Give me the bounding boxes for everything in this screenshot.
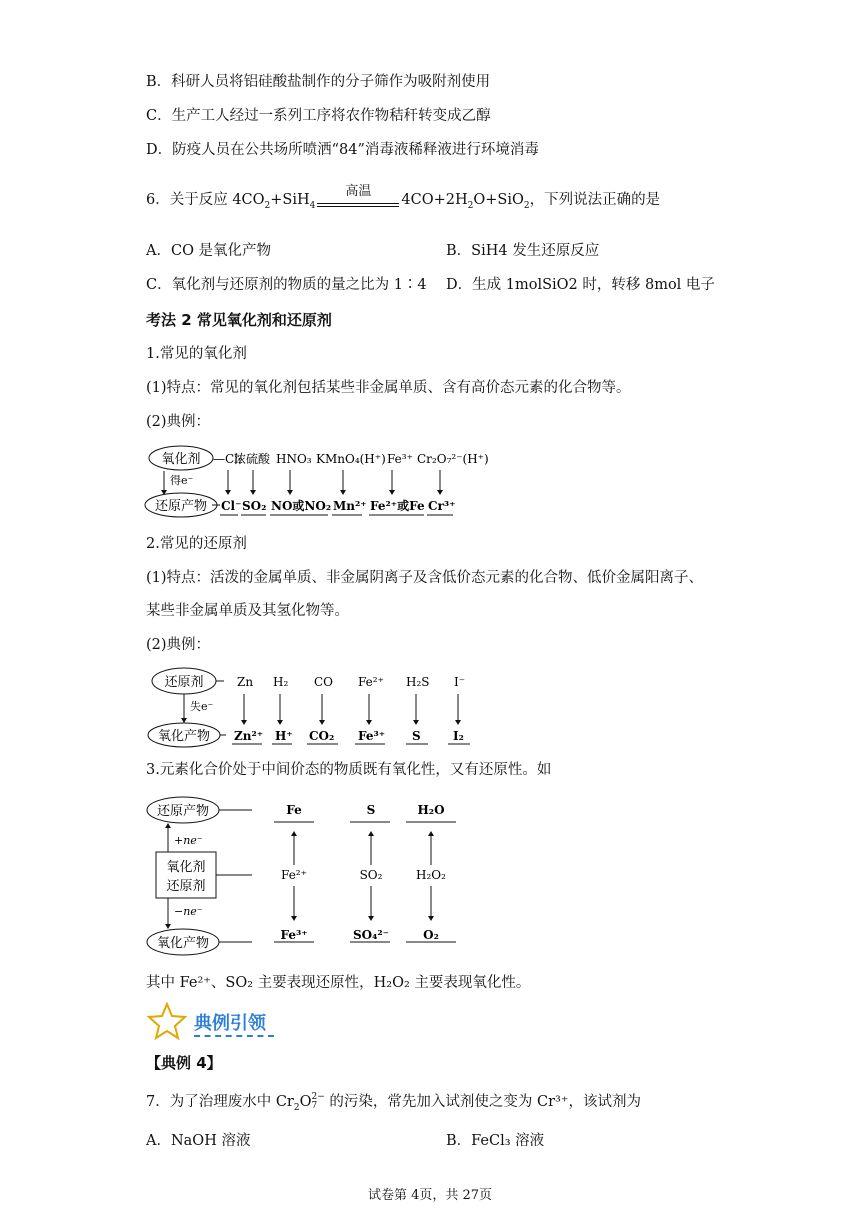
red-product-1: H⁺ xyxy=(275,729,293,743)
ox-reactant-3: KMnO₄(H⁺) xyxy=(316,452,386,466)
page-footer: 试卷第 4页，共 27页 xyxy=(367,1188,493,1203)
q5-option-b: B．科研人员将铝硅酸盐制作的分子筛作为吸附剂使用 xyxy=(146,74,491,90)
q5-option-d: D．防疫人员在公共场所喷洒“84”消毒液稀释液进行环境消毒 xyxy=(146,142,539,158)
d3-mid-2: H₂O₂ xyxy=(416,868,446,882)
d3-bottom-2: O₂ xyxy=(423,928,439,942)
ox-product-0: Cl⁻ xyxy=(221,499,242,513)
d3-minus-label: −ne⁻ xyxy=(174,905,203,918)
ox-arrows xyxy=(228,470,440,492)
q6-stem: 6．关于反应 $4CO_2+SiH_4$ 高温 $4CO+2H_2O+SiO_2$，下列说法正确的是 xyxy=(146,184,661,211)
reaction-arrow xyxy=(317,184,399,210)
q6-mid: +SiH xyxy=(270,192,310,208)
red-product-4: S xyxy=(412,729,421,743)
ox-reactant-1: 浓硫酸 xyxy=(234,452,271,466)
ox-reactant-5: Cr₂O₇²⁻(H⁺) xyxy=(417,452,489,466)
q7-stem-a: 7．为了治理废水中 Cr xyxy=(146,1094,294,1110)
s3-note: 其中 Fe²⁺、SO₂ 主要表现还原性，H₂O₂ 主要表现氧化性。 xyxy=(146,975,531,991)
d3-plus-label: +ne⁻ xyxy=(174,834,203,847)
red-product-0: Zn²⁺ xyxy=(234,729,264,743)
red-product-2: CO₂ xyxy=(309,729,335,743)
ox-reactant-0: —Cl₂ xyxy=(213,452,243,466)
s2-example-label: (2)典例： xyxy=(146,637,211,653)
ox-product-5: Cr³⁺ xyxy=(428,499,456,513)
ox-product-4: Fe²⁺或Fe xyxy=(370,499,425,513)
section-title: 考法 2 常见氧化剂和还原剂 xyxy=(146,311,332,329)
s2-heading: 2.常见的还原剂 xyxy=(146,536,247,552)
ox-product-3: Mn²⁺ xyxy=(333,499,367,513)
q6-product: 4CO+2H xyxy=(401,192,468,208)
d3-mid-0: Fe²⁺ xyxy=(281,868,307,882)
red-reactant-5: I⁻ xyxy=(454,675,466,689)
gain-electron-label: 得e⁻ xyxy=(170,474,194,487)
oxidizer-label: 氧化剂 xyxy=(161,452,201,467)
d3-mid-label-1: 氧化剂 xyxy=(166,860,206,875)
q7-stem-c: 的污染，常先加入试剂使之变为 Cr³⁺，该试剂为 xyxy=(324,1094,641,1110)
ox-reactant-4: Fe³⁺ xyxy=(387,452,413,466)
red-reactant-0: Zn xyxy=(237,675,254,689)
ox-reactant-2: HNO₃ xyxy=(276,452,312,466)
red-reactant-4: H₂S xyxy=(406,675,430,689)
red-reactant-2: CO xyxy=(314,675,334,689)
q6-option-a: A．CO 是氧化产物 xyxy=(146,243,272,259)
intermediate-valence-diagram xyxy=(140,790,470,960)
d3-bottom-label: 氧化产物 xyxy=(156,936,210,951)
q7-stem-b: O xyxy=(299,1094,312,1110)
q6-suffix: ，下列说法正确的是 xyxy=(529,192,661,208)
d3-top-1: S xyxy=(366,803,376,817)
s2-feature-2: 某些非金属单质及其氢化物等。 xyxy=(146,603,349,619)
q6-prefix: 6．关于反应 4CO xyxy=(146,192,265,208)
q6-option-d: D．生成 1molSiO2 时，转移 8mol 电子 xyxy=(446,277,715,293)
s1-example-label: (2)典例： xyxy=(146,414,211,430)
q5-option-c: C．生产工人经过一系列工序将农作物秸秆转变成乙醇 xyxy=(146,108,491,124)
d3-top-2: H₂O xyxy=(417,803,445,817)
reaction-condition: 高温 xyxy=(345,184,372,199)
lose-electron-label: 失e⁻ xyxy=(190,700,214,713)
d3-bottom-1: SO₄²⁻ xyxy=(353,928,389,942)
red-reactant-3: Fe²⁺ xyxy=(358,675,384,689)
star-icon xyxy=(146,1001,188,1041)
d3-mid-1: SO₂ xyxy=(359,868,383,882)
d3-top-0: Fe xyxy=(286,803,302,817)
reduction-product-label: 还原产物 xyxy=(154,499,208,514)
ox-product-1: SO₂ xyxy=(242,499,267,513)
example-badge xyxy=(146,1001,286,1041)
q6-option-b: B．SiH4 发生还原反应 xyxy=(446,243,600,259)
reductant-label: 还原剂 xyxy=(164,675,204,690)
s2-feature-1: (1)特点：活泼的金属单质、非金属阴离子及含低价态元素的化合物、低价金属阳离子、 xyxy=(146,570,704,586)
q6-product2: O+SiO xyxy=(473,192,524,208)
d3-mid-label-2: 还原剂 xyxy=(166,879,206,894)
example-heading: 【典例 4】 xyxy=(146,1054,222,1072)
red-product-5: I₂ xyxy=(453,729,464,743)
badge-label: 典例引领 xyxy=(194,1013,266,1034)
d3-bottom-0: Fe³⁺ xyxy=(280,928,308,942)
d3-top-label: 还原产物 xyxy=(156,804,210,819)
oxidation-product-label: 氧化产物 xyxy=(157,729,211,744)
s3-heading: 3.元素化合价处于中间价态的物质既有氧化性，又有还原性。如 xyxy=(146,762,552,778)
q6-option-c: C．氧化剂与还原剂的物质的量之比为 1∶4 xyxy=(146,277,427,293)
s1-feature: (1)特点：常见的氧化剂包括某些非金属单质、含有高价态元素的化合物等。 xyxy=(146,380,631,396)
red-reactant-1: H₂ xyxy=(273,675,289,689)
oxidizer-diagram xyxy=(140,440,489,522)
q7-stem: 7．为了治理废水中 $Cr_2O2-$ 7 的污染，常先加入试剂使之变为 Cr³⁺，该试剂为 xyxy=(146,1092,641,1113)
ox-product-2: NO或NO₂ xyxy=(271,499,332,513)
red-product-3: Fe³⁺ xyxy=(358,729,386,743)
q7-option-b: B．FeCl₃ 溶液 xyxy=(446,1133,545,1149)
s1-heading: 1.常见的氧化剂 xyxy=(146,346,247,362)
q7-option-a: A．NaOH 溶液 xyxy=(146,1133,251,1149)
reductant-diagram xyxy=(140,664,480,748)
